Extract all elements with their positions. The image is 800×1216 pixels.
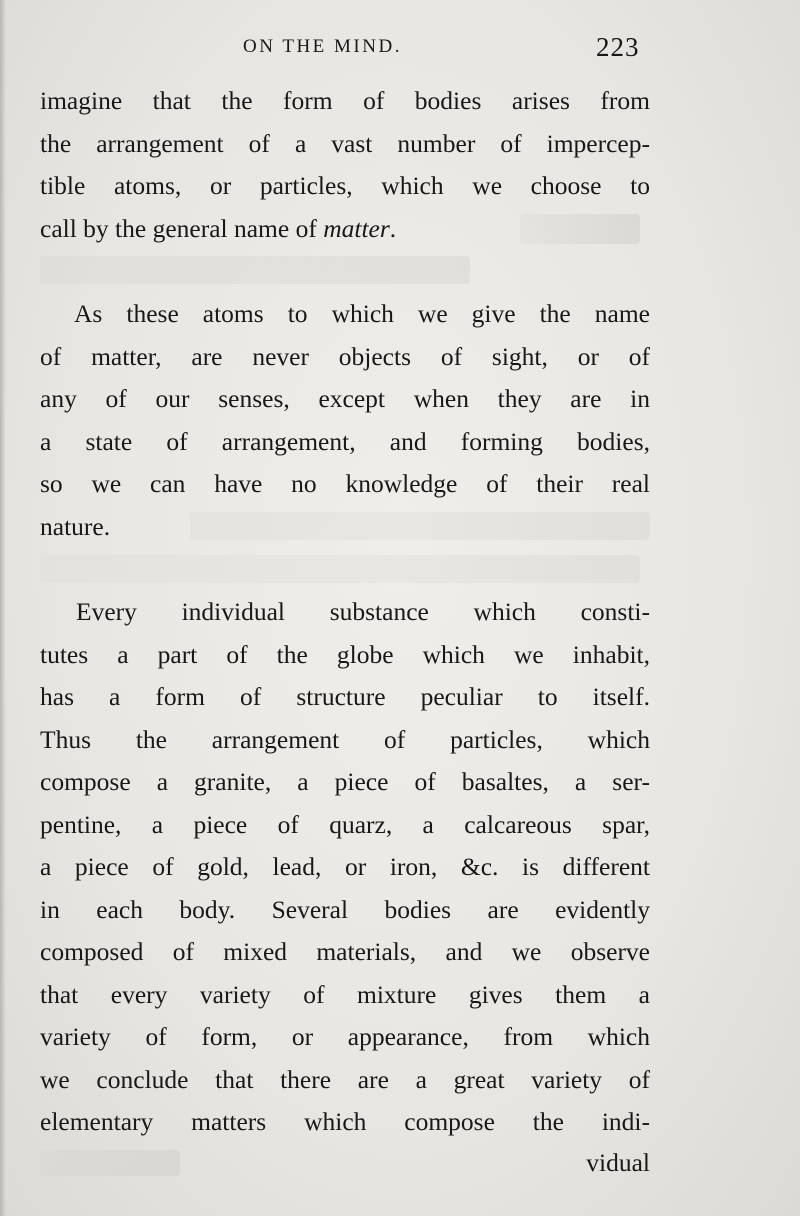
running-head [0, 34, 800, 64]
text-line [40, 208, 650, 251]
text-line: elementary matters which compose the indi- [40, 1107, 650, 1136]
text-line: has a form of structure peculiar to itself. [40, 682, 650, 711]
text-line: we conclude that there are a great variety of [40, 1064, 650, 1094]
body-text [40, 80, 650, 1144]
text-line: any of our senses, except when they are in [40, 384, 650, 413]
text-line: the arrangement of a vast number of impercep- [40, 128, 650, 158]
text-line: compose a granite, a piece of basaltes, a ser- [40, 767, 650, 796]
page-edge-shadow [0, 0, 6, 1216]
text-line: tutes a part of the globe which we inhabit, [40, 639, 650, 669]
running-head-title: ON THE MIND. [243, 36, 402, 57]
text-line: that every variety of mixture gives them a [40, 979, 650, 1009]
text-line: so we can have no knowledge of their real [40, 469, 650, 498]
text-line: a state of arrangement, and forming bodies, [40, 426, 650, 456]
italic-term: matter [323, 213, 390, 243]
text-line: tible atoms, or particles, which we choose to [40, 171, 650, 200]
text-line: in each body. Several bodies are evidently [40, 894, 650, 924]
text-line: As these atoms to which we give the name [74, 299, 650, 328]
page-number: 223 [596, 32, 640, 62]
text-run: . [389, 213, 397, 243]
text-line: imagine that the form of bodies arises from [40, 86, 650, 115]
catchword: vidual [586, 1148, 650, 1177]
text-line: of matter, are never objects of sight, or of [40, 341, 650, 371]
text-line: a piece of gold, lead, or iron, &c. is different [40, 852, 650, 881]
text-line: Thus the arrangement of particles, which [40, 724, 650, 754]
paragraph-gap [40, 250, 650, 293]
text-line: pentine, a piece of quarz, a calcareous spar, [40, 809, 650, 839]
text-line: Every individual substance which consti- [76, 597, 650, 626]
text-line: composed of mixed materials, and we observe [40, 937, 650, 966]
paragraph-gap [40, 548, 650, 591]
text-line: variety of form, or appearance, from which [40, 1022, 650, 1051]
text-line: nature. [40, 511, 111, 541]
text-run: call by the general name of [40, 213, 324, 243]
